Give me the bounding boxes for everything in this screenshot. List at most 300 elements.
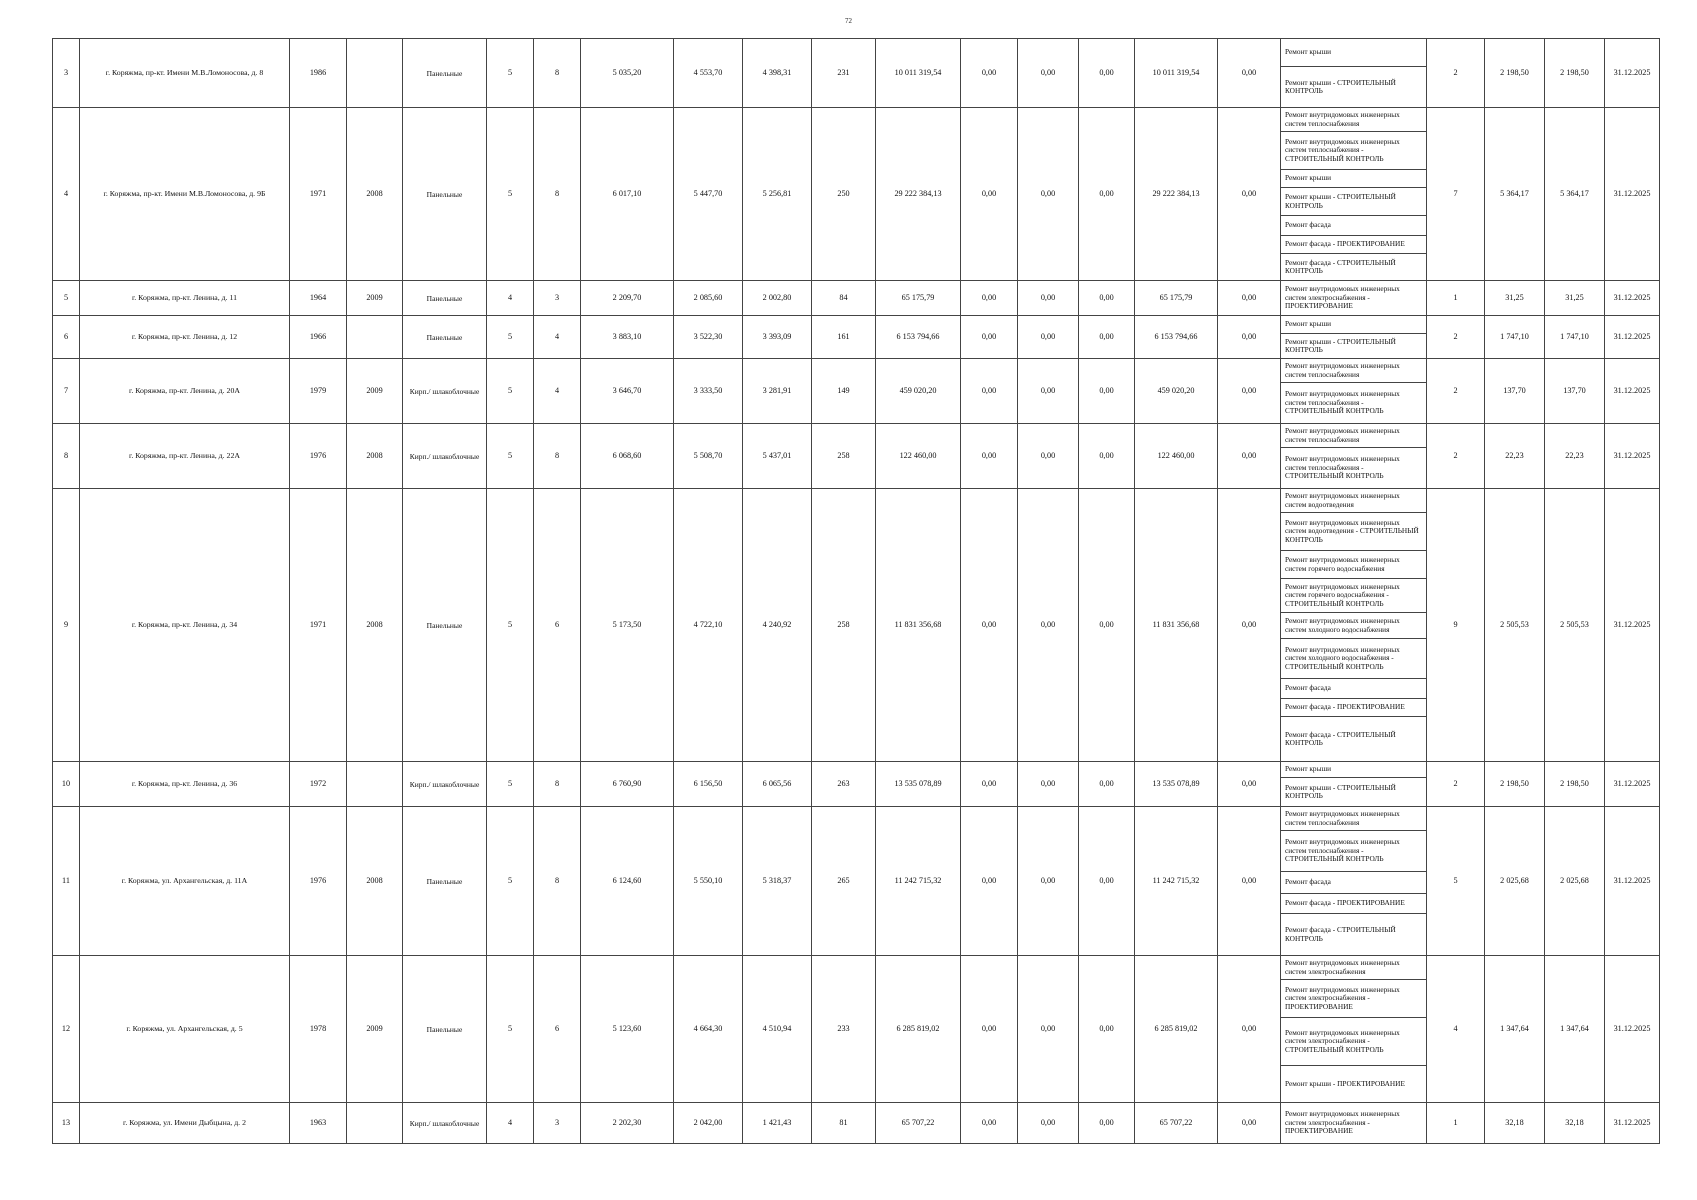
owned-area-cell: 4 398,31: [743, 39, 812, 108]
works-list-cell: [1281, 762, 1427, 807]
other-funds-cell: 0,00: [1218, 956, 1281, 1103]
table-row: [53, 108, 1660, 281]
local-funds-cell: 0,00: [1079, 424, 1135, 489]
unit-cost-cell: 1 747,10: [1485, 316, 1545, 359]
deadline-cell: 31.12.2025: [1605, 108, 1660, 281]
table-row: [53, 281, 1660, 316]
year-built-cell: 1978: [290, 956, 347, 1103]
deadline-cell: 31.12.2025: [1605, 39, 1660, 108]
table-row: [53, 762, 1660, 807]
address-cell: г. Коряжма, пр-кт. Имени М.В.Ломоносова, д. 9Б: [80, 108, 290, 281]
local-funds-cell: 0,00: [1079, 39, 1135, 108]
floors-cell: 5: [487, 424, 534, 489]
work-item: [1281, 67, 1426, 107]
year-built-cell: 1966: [290, 316, 347, 359]
work-item: [1281, 679, 1426, 699]
work-item: [1281, 831, 1426, 872]
regional-funds-cell: 0,00: [1018, 316, 1079, 359]
work-item-label: Ремонт фасада - СТРОИТЕЛЬНЫЙ КОНТРОЛЬ: [1285, 925, 1396, 943]
total-cost-cell: 11 242 715,32: [876, 807, 961, 956]
address-cell: г. Коряжма, пр-кт. Ленина, д. 12: [80, 316, 290, 359]
work-item: [1281, 1103, 1426, 1143]
address-cell: г. Коряжма, пр-кт. Ленина, д. 20А: [80, 359, 290, 424]
work-item-label: Ремонт внутридомовых инженерных систем теплоснабжения: [1285, 110, 1400, 128]
row-number: 5: [53, 281, 80, 316]
federal-funds-cell: 0,00: [961, 359, 1018, 424]
work-item-label: Ремонт внутридомовых инженерных систем электроснабжения - СТРОИТЕЛЬНЫЙ КОНТРОЛЬ: [1285, 1027, 1400, 1054]
local-funds-cell: 0,00: [1079, 1103, 1135, 1144]
work-item-label: Ремонт внутридомовых инженерных систем теплоснабжения - СТРОИТЕЛЬНЫЙ КОНТРОЛЬ: [1285, 389, 1400, 416]
living-area-cell: 5 550,10: [674, 807, 743, 956]
table-row: [53, 807, 1660, 956]
work-item-label: Ремонт внутридомовых инженерных систем теплоснабжения: [1285, 426, 1400, 444]
other-funds-cell: 0,00: [1218, 359, 1281, 424]
row-number: 3: [53, 39, 80, 108]
residents-cell: 233: [812, 956, 876, 1103]
residents-cell: 161: [812, 316, 876, 359]
owned-area-cell: 2 002,80: [743, 281, 812, 316]
living-area-cell: 5 447,70: [674, 108, 743, 281]
row-number: 13: [53, 1103, 80, 1144]
federal-funds-cell: 0,00: [961, 762, 1018, 807]
wall-material-cell: Панельные: [403, 316, 487, 359]
deadline-cell: 31.12.2025: [1605, 424, 1660, 489]
max-unit-cost-cell: 5 364,17: [1545, 108, 1605, 281]
works-count-cell: 2: [1427, 39, 1485, 108]
row-number: 7: [53, 359, 80, 424]
owned-area-cell: 3 281,91: [743, 359, 812, 424]
works-count-cell: 1: [1427, 1103, 1485, 1144]
total-cost-cell: 6 153 794,66: [876, 316, 961, 359]
work-item: [1281, 334, 1426, 358]
federal-funds-cell: 0,00: [961, 108, 1018, 281]
work-item: [1281, 254, 1426, 280]
max-unit-cost-cell: 137,70: [1545, 359, 1605, 424]
regional-funds-cell: 0,00: [1018, 956, 1079, 1103]
floors-cell: 5: [487, 39, 534, 108]
row-number: 9: [53, 489, 80, 762]
local-funds-cell: 0,00: [1079, 359, 1135, 424]
works-count-cell: 4: [1427, 956, 1485, 1103]
work-item: [1281, 281, 1426, 315]
work-item-label: Ремонт внутридомовых инженерных систем горячего водоснабжения: [1285, 555, 1400, 573]
address-cell: г. Коряжма, пр-кт. Ленина, д. 11: [80, 281, 290, 316]
table-row: [53, 39, 1660, 108]
address-cell: г. Коряжма, ул. Архангельская, д. 5: [80, 956, 290, 1103]
year-built-cell: 1964: [290, 281, 347, 316]
address-cell: г. Коряжма, пр-кт. Ленина, д. 34: [80, 489, 290, 762]
work-item-label: Ремонт внутридомовых инженерных систем горячего водоснабжения - СТРОИТЕЛЬНЫЙ КОНТРОЛЬ: [1285, 581, 1400, 608]
unit-cost-cell: 22,23: [1485, 424, 1545, 489]
entrances-cell: 8: [534, 762, 581, 807]
work-item: [1281, 894, 1426, 914]
work-item-label: Ремонт фасада: [1285, 877, 1331, 887]
wall-material-cell: Панельные: [403, 489, 487, 762]
work-item: [1281, 762, 1426, 778]
total-cost-cell: 65 707,22: [876, 1103, 961, 1144]
work-item-label: Ремонт крыши: [1285, 319, 1332, 329]
unit-cost-cell: 2 505,53: [1485, 489, 1545, 762]
owned-area-cell: 5 318,37: [743, 807, 812, 956]
federal-funds-cell: 0,00: [961, 807, 1018, 956]
owner-funds-cell: 6 285 819,02: [1135, 956, 1218, 1103]
work-item-label: Ремонт внутридомовых инженерных систем теплоснабжения: [1285, 361, 1400, 379]
year-last-repair-cell: 2008: [347, 489, 403, 762]
work-item: [1281, 170, 1426, 188]
deadline-cell: 31.12.2025: [1605, 807, 1660, 956]
work-item: [1281, 613, 1426, 639]
other-funds-cell: 0,00: [1218, 807, 1281, 956]
table-row: [53, 489, 1660, 762]
work-item: [1281, 579, 1426, 613]
work-item: [1281, 489, 1426, 513]
total-area-cell: 5 173,50: [581, 489, 674, 762]
deadline-cell: 31.12.2025: [1605, 489, 1660, 762]
floors-cell: 5: [487, 956, 534, 1103]
max-unit-cost-cell: 1 347,64: [1545, 956, 1605, 1103]
year-last-repair-cell: 2008: [347, 108, 403, 281]
work-item: [1281, 807, 1426, 831]
living-area-cell: 3 333,50: [674, 359, 743, 424]
works-count-cell: 2: [1427, 762, 1485, 807]
residents-cell: 258: [812, 489, 876, 762]
floors-cell: 4: [487, 281, 534, 316]
other-funds-cell: 0,00: [1218, 316, 1281, 359]
other-funds-cell: 0,00: [1218, 489, 1281, 762]
max-unit-cost-cell: 2 198,50: [1545, 39, 1605, 108]
living-area-cell: 2 085,60: [674, 281, 743, 316]
deadline-cell: 31.12.2025: [1605, 762, 1660, 807]
floors-cell: 5: [487, 108, 534, 281]
work-item: [1281, 956, 1426, 980]
federal-funds-cell: 0,00: [961, 489, 1018, 762]
unit-cost-cell: 32,18: [1485, 1103, 1545, 1144]
owner-funds-cell: 29 222 384,13: [1135, 108, 1218, 281]
unit-cost-cell: 2 025,68: [1485, 807, 1545, 956]
unit-cost-cell: 5 364,17: [1485, 108, 1545, 281]
work-item-label: Ремонт внутридомовых инженерных систем электроснабжения - ПРОЕКТИРОВАНИЕ: [1285, 1109, 1400, 1136]
wall-material-cell: Кирп./ шлакоблочные: [403, 1103, 487, 1144]
works-count-cell: 1: [1427, 281, 1485, 316]
regional-funds-cell: 0,00: [1018, 39, 1079, 108]
max-unit-cost-cell: 2 198,50: [1545, 762, 1605, 807]
wall-material-cell: Панельные: [403, 956, 487, 1103]
entrances-cell: 3: [534, 1103, 581, 1144]
page-number: 72: [845, 17, 852, 25]
work-item: [1281, 778, 1426, 806]
work-item-label: Ремонт фасада - ПРОЕКТИРОВАНИЕ: [1285, 898, 1405, 908]
work-item: [1281, 513, 1426, 551]
entrances-cell: 6: [534, 489, 581, 762]
federal-funds-cell: 0,00: [961, 281, 1018, 316]
owned-area-cell: 5 437,01: [743, 424, 812, 489]
living-area-cell: 4 722,10: [674, 489, 743, 762]
living-area-cell: 5 508,70: [674, 424, 743, 489]
other-funds-cell: 0,00: [1218, 762, 1281, 807]
total-area-cell: 2 202,30: [581, 1103, 674, 1144]
residents-cell: 263: [812, 762, 876, 807]
total-cost-cell: 13 535 078,89: [876, 762, 961, 807]
living-area-cell: 3 522,30: [674, 316, 743, 359]
table-row: [53, 424, 1660, 489]
unit-cost-cell: 2 198,50: [1485, 762, 1545, 807]
work-item-label: Ремонт внутридомовых инженерных систем водоотведения - СТРОИТЕЛЬНЫЙ КОНТРОЛЬ: [1285, 517, 1419, 544]
floors-cell: 5: [487, 489, 534, 762]
wall-material-cell: Кирп./ шлакоблочные: [403, 424, 487, 489]
works-count-cell: 5: [1427, 807, 1485, 956]
address-cell: г. Коряжма, ул. Имени Дыбцына, д. 2: [80, 1103, 290, 1144]
max-unit-cost-cell: 32,18: [1545, 1103, 1605, 1144]
row-number: 4: [53, 108, 80, 281]
entrances-cell: 8: [534, 39, 581, 108]
work-item-label: Ремонт внутридомовых инженерных систем холодного водоснабжения - СТРОИТЕЛЬНЫЙ КОНТРОЛЬ: [1285, 644, 1400, 671]
total-area-cell: 6 068,60: [581, 424, 674, 489]
owner-funds-cell: 13 535 078,89: [1135, 762, 1218, 807]
federal-funds-cell: 0,00: [961, 316, 1018, 359]
work-item: [1281, 132, 1426, 170]
works-list-cell: [1281, 489, 1427, 762]
residents-cell: 149: [812, 359, 876, 424]
work-item-label: Ремонт фасада - СТРОИТЕЛЬНЫЙ КОНТРОЛЬ: [1285, 257, 1396, 275]
wall-material-cell: Панельные: [403, 108, 487, 281]
work-item: [1281, 448, 1426, 488]
work-item-label: Ремонт крыши - ПРОЕКТИРОВАНИЕ: [1285, 1078, 1405, 1088]
wall-material-cell: Панельные: [403, 281, 487, 316]
regional-funds-cell: 0,00: [1018, 489, 1079, 762]
owner-funds-cell: 65 707,22: [1135, 1103, 1218, 1144]
wall-material-cell: Кирп./ шлакоблочные: [403, 762, 487, 807]
year-last-repair-cell: [347, 1103, 403, 1144]
row-number: 11: [53, 807, 80, 956]
total-cost-cell: 65 175,79: [876, 281, 961, 316]
works-list-cell: [1281, 424, 1427, 489]
entrances-cell: 4: [534, 316, 581, 359]
year-built-cell: 1971: [290, 489, 347, 762]
local-funds-cell: 0,00: [1079, 108, 1135, 281]
deadline-cell: 31.12.2025: [1605, 316, 1660, 359]
work-item: [1281, 359, 1426, 383]
table-body: [53, 39, 1660, 1144]
row-number: 8: [53, 424, 80, 489]
living-area-cell: 6 156,50: [674, 762, 743, 807]
owner-funds-cell: 10 011 319,54: [1135, 39, 1218, 108]
year-last-repair-cell: [347, 39, 403, 108]
local-funds-cell: 0,00: [1079, 762, 1135, 807]
total-area-cell: 6 017,10: [581, 108, 674, 281]
total-cost-cell: 122 460,00: [876, 424, 961, 489]
entrances-cell: 8: [534, 424, 581, 489]
year-built-cell: 1972: [290, 762, 347, 807]
owned-area-cell: 4 510,94: [743, 956, 812, 1103]
unit-cost-cell: 137,70: [1485, 359, 1545, 424]
entrances-cell: 8: [534, 807, 581, 956]
works-list-cell: [1281, 359, 1427, 424]
work-item: [1281, 383, 1426, 423]
year-last-repair-cell: 2008: [347, 807, 403, 956]
table-row: [53, 956, 1660, 1103]
unit-cost-cell: 31,25: [1485, 281, 1545, 316]
federal-funds-cell: 0,00: [961, 424, 1018, 489]
works-list-cell: [1281, 956, 1427, 1103]
work-item-label: Ремонт внутридомовых инженерных систем электроснабжения - ПРОЕКТИРОВАНИЕ: [1285, 984, 1400, 1011]
max-unit-cost-cell: 1 747,10: [1545, 316, 1605, 359]
work-item: [1281, 980, 1426, 1018]
work-item: [1281, 424, 1426, 448]
work-item-label: Ремонт фасада: [1285, 220, 1331, 230]
year-built-cell: 1976: [290, 807, 347, 956]
local-funds-cell: 0,00: [1079, 281, 1135, 316]
floors-cell: 4: [487, 1103, 534, 1144]
owner-funds-cell: 65 175,79: [1135, 281, 1218, 316]
works-list-cell: [1281, 316, 1427, 359]
residents-cell: 250: [812, 108, 876, 281]
work-item-label: Ремонт фасада - ПРОЕКТИРОВАНИЕ: [1285, 239, 1405, 249]
other-funds-cell: 0,00: [1218, 39, 1281, 108]
local-funds-cell: 0,00: [1079, 489, 1135, 762]
other-funds-cell: 0,00: [1218, 424, 1281, 489]
work-item: [1281, 551, 1426, 579]
work-item: [1281, 872, 1426, 894]
local-funds-cell: 0,00: [1079, 807, 1135, 956]
year-built-cell: 1979: [290, 359, 347, 424]
wall-material-cell: Панельные: [403, 39, 487, 108]
entrances-cell: 8: [534, 108, 581, 281]
federal-funds-cell: 0,00: [961, 1103, 1018, 1144]
owned-area-cell: 6 065,56: [743, 762, 812, 807]
other-funds-cell: 0,00: [1218, 281, 1281, 316]
address-cell: г. Коряжма, пр-кт. Имени М.В.Ломоносова, д. 8: [80, 39, 290, 108]
total-area-cell: 5 035,20: [581, 39, 674, 108]
work-item: [1281, 216, 1426, 236]
living-area-cell: 2 042,00: [674, 1103, 743, 1144]
total-cost-cell: 29 222 384,13: [876, 108, 961, 281]
year-last-repair-cell: 2009: [347, 359, 403, 424]
work-item-label: Ремонт внутридомовых инженерных систем электроснабжения - ПРОЕКТИРОВАНИЕ: [1285, 284, 1400, 311]
year-last-repair-cell: 2009: [347, 956, 403, 1103]
total-cost-cell: 10 011 319,54: [876, 39, 961, 108]
year-built-cell: 1963: [290, 1103, 347, 1144]
floors-cell: 5: [487, 762, 534, 807]
wall-material-cell: Панельные: [403, 807, 487, 956]
work-item-label: Ремонт внутридомовых инженерных систем теплоснабжения - СТРОИТЕЛЬНЫЙ КОНТРОЛЬ: [1285, 136, 1400, 163]
owned-area-cell: 4 240,92: [743, 489, 812, 762]
owned-area-cell: 5 256,81: [743, 108, 812, 281]
total-area-cell: 3 646,70: [581, 359, 674, 424]
work-item-label: Ремонт крыши: [1285, 173, 1332, 183]
owner-funds-cell: 459 020,20: [1135, 359, 1218, 424]
table-row: [53, 359, 1660, 424]
total-cost-cell: 459 020,20: [876, 359, 961, 424]
entrances-cell: 6: [534, 956, 581, 1103]
table-row: [53, 316, 1660, 359]
work-item: [1281, 188, 1426, 216]
local-funds-cell: 0,00: [1079, 956, 1135, 1103]
works-count-cell: 9: [1427, 489, 1485, 762]
residents-cell: 231: [812, 39, 876, 108]
owner-funds-cell: 6 153 794,66: [1135, 316, 1218, 359]
works-list-cell: [1281, 807, 1427, 956]
works-list-cell: [1281, 281, 1427, 316]
entrances-cell: 3: [534, 281, 581, 316]
works-count-cell: 2: [1427, 424, 1485, 489]
works-list-cell: [1281, 39, 1427, 108]
work-item-label: Ремонт внутридомовых инженерных систем теплоснабжения: [1285, 809, 1400, 827]
regional-funds-cell: 0,00: [1018, 108, 1079, 281]
unit-cost-cell: 2 198,50: [1485, 39, 1545, 108]
work-item-label: Ремонт внутридомовых инженерных систем теплоснабжения - СТРОИТЕЛЬНЫЙ КОНТРОЛЬ: [1285, 837, 1400, 864]
row-number: 12: [53, 956, 80, 1103]
work-item-label: Ремонт фасада - СТРОИТЕЛЬНЫЙ КОНТРОЛЬ: [1285, 729, 1396, 747]
residents-cell: 265: [812, 807, 876, 956]
regional-funds-cell: 0,00: [1018, 359, 1079, 424]
residents-cell: 84: [812, 281, 876, 316]
residents-cell: 258: [812, 424, 876, 489]
row-number: 6: [53, 316, 80, 359]
work-item: [1281, 108, 1426, 132]
address-cell: г. Коряжма, ул. Архангельская, д. 11А: [80, 807, 290, 956]
total-area-cell: 6 760,90: [581, 762, 674, 807]
work-item-label: Ремонт крыши - СТРОИТЕЛЬНЫЙ КОНТРОЛЬ: [1285, 77, 1396, 95]
federal-funds-cell: 0,00: [961, 956, 1018, 1103]
deadline-cell: 31.12.2025: [1605, 1103, 1660, 1144]
wall-material-cell: Кирп./ шлакоблочные: [403, 359, 487, 424]
deadline-cell: 31.12.2025: [1605, 281, 1660, 316]
repair-program-table: [52, 38, 1660, 1144]
floors-cell: 5: [487, 359, 534, 424]
work-item: [1281, 914, 1426, 955]
unit-cost-cell: 1 347,64: [1485, 956, 1545, 1103]
work-item-label: Ремонт внутридомовых инженерных систем теплоснабжения - СТРОИТЕЛЬНЫЙ КОНТРОЛЬ: [1285, 454, 1400, 481]
work-item: [1281, 236, 1426, 254]
deadline-cell: 31.12.2025: [1605, 956, 1660, 1103]
work-item: [1281, 1018, 1426, 1066]
floors-cell: 5: [487, 316, 534, 359]
living-area-cell: 4 664,30: [674, 956, 743, 1103]
total-area-cell: 5 123,60: [581, 956, 674, 1103]
regional-funds-cell: 0,00: [1018, 424, 1079, 489]
work-item: [1281, 699, 1426, 717]
max-unit-cost-cell: 2 025,68: [1545, 807, 1605, 956]
year-last-repair-cell: 2009: [347, 281, 403, 316]
table-row: [53, 1103, 1660, 1144]
regional-funds-cell: 0,00: [1018, 1103, 1079, 1144]
work-item-label: Ремонт фасада: [1285, 683, 1331, 693]
year-last-repair-cell: [347, 316, 403, 359]
other-funds-cell: 0,00: [1218, 1103, 1281, 1144]
total-area-cell: 6 124,60: [581, 807, 674, 956]
works-count-cell: 7: [1427, 108, 1485, 281]
work-item-label: Ремонт крыши - СТРОИТЕЛЬНЫЙ КОНТРОЛЬ: [1285, 192, 1396, 210]
works-list-cell: [1281, 108, 1427, 281]
works-count-cell: 2: [1427, 359, 1485, 424]
owned-area-cell: 3 393,09: [743, 316, 812, 359]
total-area-cell: 3 883,10: [581, 316, 674, 359]
work-item-label: Ремонт внутридомовых инженерных систем электроснабжения: [1285, 958, 1400, 976]
work-item: [1281, 717, 1426, 761]
year-last-repair-cell: [347, 762, 403, 807]
address-cell: г. Коряжма, пр-кт. Ленина, д. 22А: [80, 424, 290, 489]
work-item: [1281, 639, 1426, 679]
year-built-cell: 1971: [290, 108, 347, 281]
owner-funds-cell: 11 242 715,32: [1135, 807, 1218, 956]
living-area-cell: 4 553,70: [674, 39, 743, 108]
deadline-cell: 31.12.2025: [1605, 359, 1660, 424]
work-item: [1281, 316, 1426, 334]
work-item-label: Ремонт фасада - ПРОЕКТИРОВАНИЕ: [1285, 702, 1405, 712]
total-area-cell: 2 209,70: [581, 281, 674, 316]
max-unit-cost-cell: 31,25: [1545, 281, 1605, 316]
entrances-cell: 4: [534, 359, 581, 424]
